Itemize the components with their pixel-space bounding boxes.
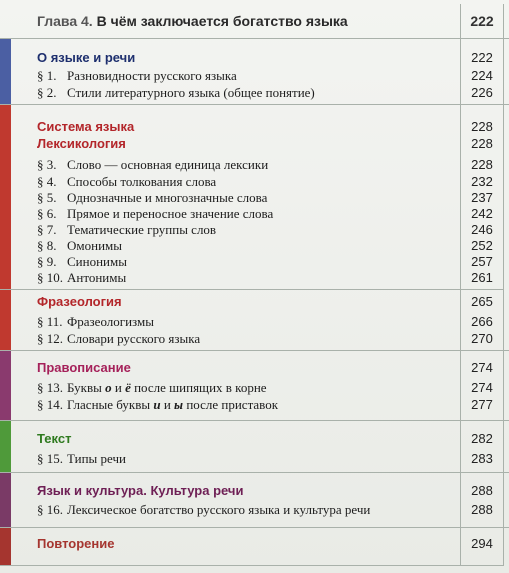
list-item <box>37 254 127 270</box>
item-text: Буквы <box>67 380 106 395</box>
subsection-heading-phraseology: Фразеология <box>37 294 122 309</box>
item-page: 228 <box>471 157 493 172</box>
item-page: 274 <box>471 380 493 395</box>
list-item <box>37 190 267 206</box>
item-text: Однозначные и многозначные слова <box>67 190 268 205</box>
section-page: 222 <box>471 50 493 65</box>
section-heading: Текст <box>37 431 72 446</box>
item-text: Типы речи <box>67 451 126 466</box>
subsection-page: 228 <box>471 136 493 151</box>
section-color-bar <box>0 105 11 351</box>
item-text: Словари русского языка <box>67 331 201 346</box>
list-item <box>37 68 237 84</box>
item-number: § 16. <box>37 502 63 517</box>
item-page: 246 <box>471 222 493 237</box>
item-page: 252 <box>471 238 493 253</box>
item-number: § 12. <box>37 331 63 346</box>
item-number: § 1. <box>37 68 57 83</box>
section-page: 282 <box>471 431 493 446</box>
item-number: § 15. <box>37 451 63 466</box>
item-page: 266 <box>471 314 493 329</box>
section-color-bar <box>0 421 11 473</box>
item-number: § 9. <box>37 254 57 269</box>
item-number: § 10. <box>37 270 63 285</box>
item-text: Тематические группы слов <box>67 222 217 237</box>
item-page: 270 <box>471 331 493 346</box>
subsection-heading-lexicology: Лексикология <box>37 136 126 151</box>
list-item <box>37 270 126 286</box>
item-number: § 2. <box>37 85 57 100</box>
list-item <box>37 85 315 101</box>
section-heading: Система языка <box>37 119 135 134</box>
item-text: Омонимы <box>67 238 122 253</box>
item-page: 261 <box>471 270 493 285</box>
list-item <box>37 206 273 222</box>
chapter-title <box>37 13 348 29</box>
section-color-bar <box>0 351 11 421</box>
chapter-label: Глава 4. <box>37 13 93 29</box>
section-page: 274 <box>471 360 493 375</box>
section-color-bar <box>0 39 11 105</box>
section-review <box>0 527 509 566</box>
section-text <box>0 420 509 473</box>
chapter-heading <box>0 4 509 38</box>
list-item <box>37 380 267 396</box>
item-page: 232 <box>471 174 493 189</box>
item-page: 283 <box>471 451 493 466</box>
list-item <box>37 502 370 518</box>
item-text: Слово — основная единица лексики <box>67 157 269 172</box>
item-text: Прямое и переносное значение слова <box>67 206 274 221</box>
table-bottom-border <box>0 565 504 566</box>
subsection-divider <box>0 289 504 290</box>
item-text: и <box>160 397 175 412</box>
section-page: 294 <box>471 536 493 551</box>
list-item <box>37 451 126 467</box>
item-number: § 8. <box>37 238 57 253</box>
section-color-bar <box>0 528 11 566</box>
chapter-page: 222 <box>470 13 494 29</box>
list-item <box>37 157 268 173</box>
item-page: 242 <box>471 206 493 221</box>
item-page: 237 <box>471 190 493 205</box>
list-item <box>37 314 154 330</box>
item-page: 288 <box>471 502 493 517</box>
item-number: § 5. <box>37 190 57 205</box>
section-heading: Язык и культура. Культура речи <box>37 483 244 498</box>
section-page: 288 <box>471 483 493 498</box>
item-letter: ы <box>174 397 184 412</box>
item-text: Фразеологизмы <box>67 314 154 329</box>
list-item <box>37 174 216 190</box>
item-text: Синонимы <box>67 254 127 269</box>
item-number: § 6. <box>37 206 57 221</box>
item-text: Антонимы <box>67 270 127 285</box>
item-page: 277 <box>471 397 493 412</box>
item-page: 257 <box>471 254 493 269</box>
item-text: Лексическое богатство русского языка и культура речи <box>67 502 371 517</box>
item-text: после приставок <box>183 397 279 412</box>
section-language-culture <box>0 472 509 528</box>
item-page: 226 <box>471 85 493 100</box>
list-item <box>37 331 200 347</box>
item-number: § 4. <box>37 174 57 189</box>
item-letter: о <box>105 380 112 395</box>
list-item <box>37 222 216 238</box>
item-letter: и <box>153 397 161 412</box>
subsection-page: 265 <box>471 294 493 309</box>
section-page: 228 <box>471 119 493 134</box>
item-number: § 13. <box>37 380 63 395</box>
section-heading: О языке и речи <box>37 50 136 65</box>
list-item <box>37 397 278 413</box>
section-heading: Правописание <box>37 360 131 375</box>
section-color-bar <box>0 473 11 528</box>
list-item <box>37 238 122 254</box>
section-language-system <box>0 104 509 351</box>
chapter-title-text: В чём заключается богатство языка <box>96 13 348 29</box>
item-text: и <box>111 380 126 395</box>
item-number: § 3. <box>37 157 57 172</box>
item-text: Способы толкования слова <box>67 174 217 189</box>
item-letter: ё <box>125 380 131 395</box>
item-page: 224 <box>471 68 493 83</box>
item-number: § 14. <box>37 397 63 412</box>
item-text: Стили литературного языка (общее понятие) <box>67 85 315 100</box>
section-about-language <box>0 38 509 105</box>
item-text: Разновидности русского языка <box>67 68 237 83</box>
item-text: после шипящих в корне <box>130 380 267 395</box>
item-number: § 11. <box>37 314 63 329</box>
section-spelling <box>0 350 509 421</box>
item-text: Гласные буквы <box>67 397 154 412</box>
item-number: § 7. <box>37 222 57 237</box>
section-heading: Повторение <box>37 536 115 551</box>
